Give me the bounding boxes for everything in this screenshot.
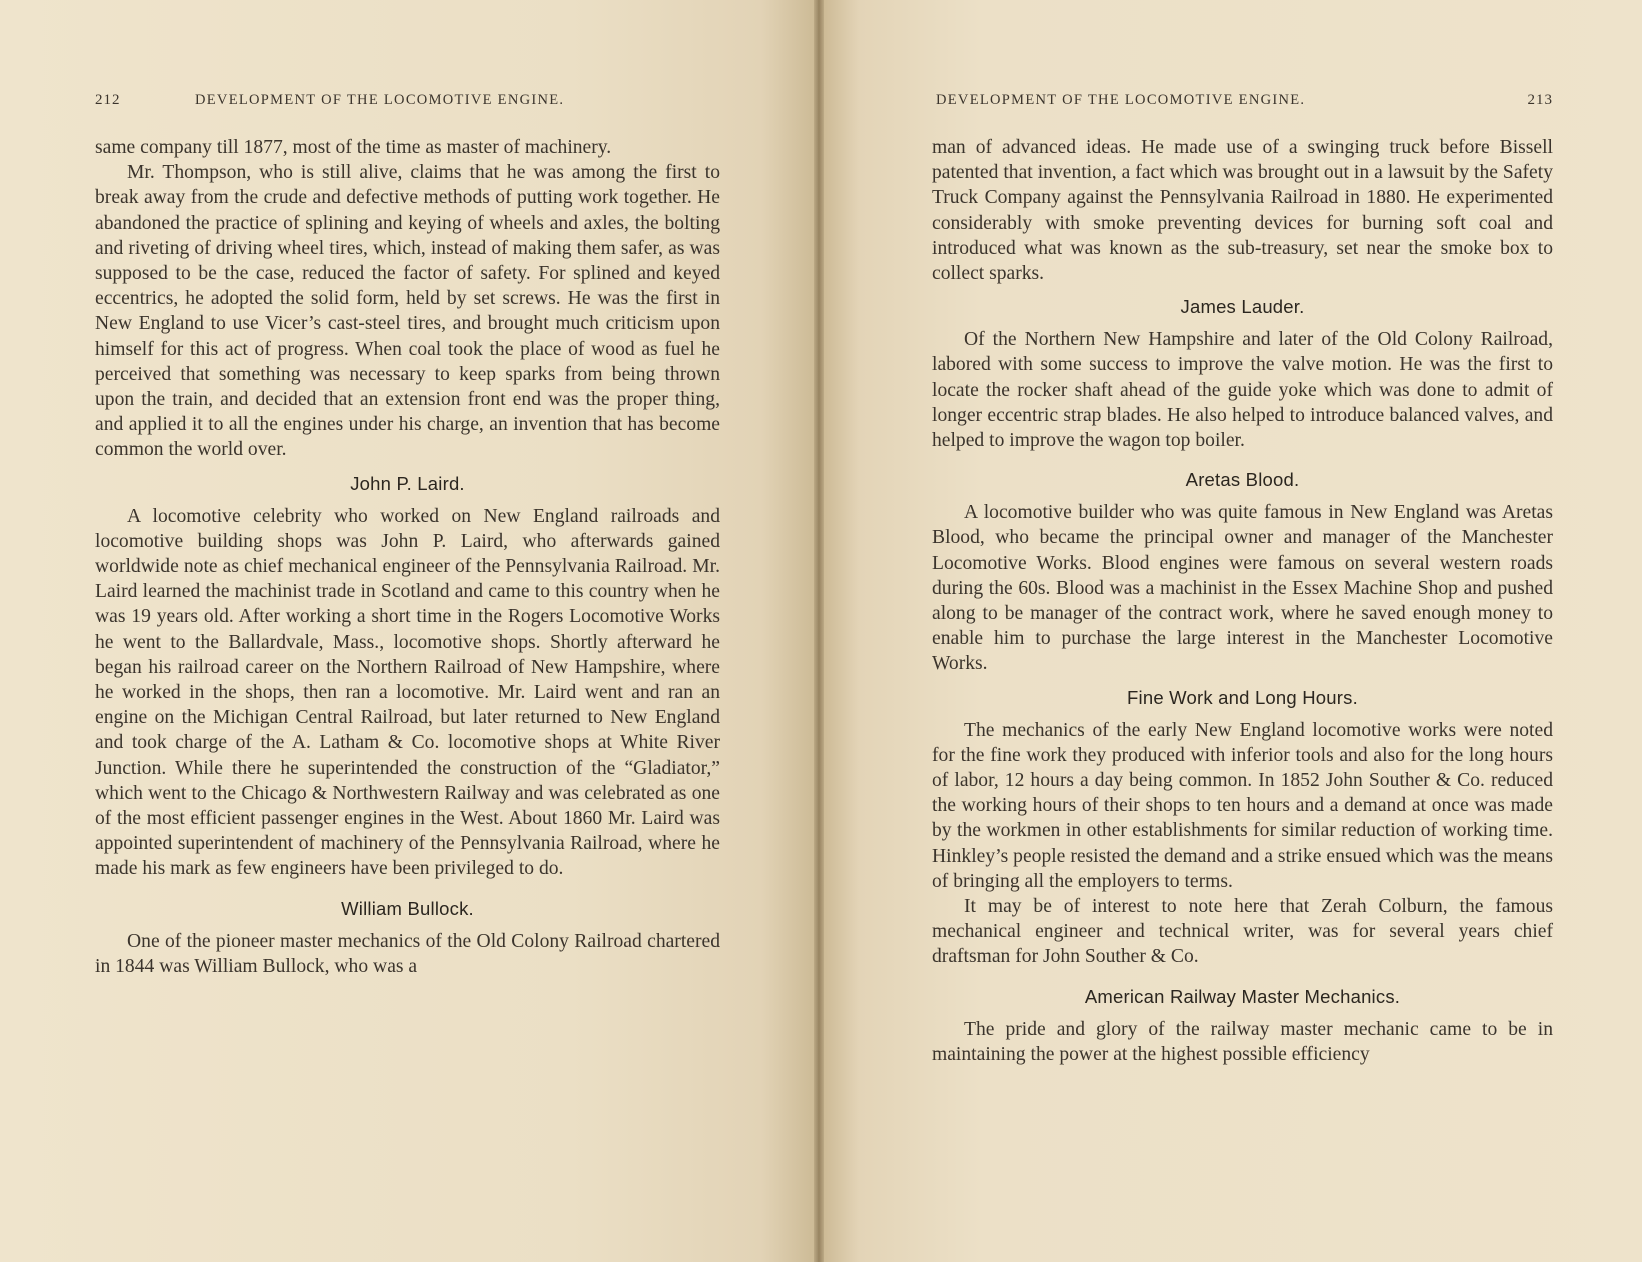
- thompson-paragraph: Mr. Thompson, who is still alive, claims that he was among the first to break away from the crude and defective methods of putting work together. He abandoned the practice of splining and keying of wheels and axles, the bolting and riveting of driving wheel tires, which, instead of making them safer, as was supposed to be the case, reduced the factor of safety. For splined and keyed eccentrics, he adopted the solid form, held by set screws. He was the first in New England to use Vicer’s cast-steel tires, and brought much criticism upon himself for this act of progress. When coal took the place of wood as fuel he perceived that something was necessary to keep sparks from being thrown upon the train, and decided that an extension front end was the proper thing, and applied it to all the engines under his charge, an invention that has become common the world over.: [95, 162, 720, 461]
- right-page-number: 213: [1527, 92, 1553, 108]
- hours-heading: Fine Work and Long Hours.: [1127, 686, 1358, 708]
- right-opening-paragraph: man of advanced ideas. He made use of a swinging truck before Bissell patented that invention, a fact which was brought out in a lawsuit by the Safety Truck Company against the Pennsylvania Railroad in 1880. He experimented considerably with smoke preventing devices for burning soft coal and introduced what was known as the sub-treasury, set near the smoke box to collect sparks.: [932, 137, 1553, 285]
- lauder-paragraph: Of the Northern New Hampshire and later of the Old Colony Railroad, labored with some success to improve the valve motion. He was the first to locate the rocker shaft ahead of the guide yoke which was done to admit of longer eccentric strap blades. He also helped to introduce balanced valves, and helped to improve the wagon top boiler.: [932, 329, 1553, 452]
- left-page: [0, 0, 818, 1262]
- left-page-number: 212: [95, 92, 121, 108]
- laird-heading: John P. Laird.: [350, 472, 465, 494]
- left-running-head: [95, 92, 715, 114]
- book-gutter: [814, 0, 824, 1262]
- blood-paragraph: A locomotive builder who was quite famous in New England was Aretas Blood, who became the principal owner and manager of the Manchester Locomotive Works. Blood engines were famous on several western roads during the 60s. Blood was a machinist in the Essex Machine Shop and pushed along to be manager of the contract work, where he saved enough money to enable him to purchase the large interest in the Manchester Locomotive Works.: [932, 502, 1553, 675]
- right-running-title: DEVELOPMENT OF THE LOCOMOTIVE ENGINE.: [936, 92, 1306, 108]
- right-running-head: [936, 92, 1553, 114]
- right-body-text: [932, 135, 1553, 1067]
- left-running-title: DEVELOPMENT OF THE LOCOMOTIVE ENGINE.: [195, 92, 565, 108]
- laird-paragraph: A locomotive celebrity who worked on New England railroads and locomotive building shops was John P. Laird, who afterwards gained worldwide note as chief mechanical engineer of the Pennsylvania Railroad. Mr. Laird learned the machinist trade in Scotland and came to this country when he was 19 years old. After working a short time in the Rogers Locomotive Works he went to the Ballardvale, Mass., locomotive shops. Shortly afterward he began his railroad career on the Northern Railroad of New Hampshire, where he worked in the shops, then ran a locomotive. Mr. Laird went and ran an engine on the Michigan Central Railroad, but later returned to New England and took charge of the A. Latham & Co. locomotive shops at White River Junction. While there he superintended the construction of the “Gladiator,” which went to the Chicago & Northwestern Railway and was celebrated as one of the most efficient passenger engines in the West. About 1860 Mr. Laird was appointed superintendent of machinery of the Pennsylvania Railroad, where he made his mark as few engineers have been privileged to do.: [95, 505, 720, 880]
- hours-paragraph-1: The mechanics of the early New England locomotive works were noted for the fine work they produced with inferior tools and also for the long hours of labor, 12 hours a day being common. In 1852 John Souther & Co. reduced the working hours of their shops to ten hours and a demand at once was made by the workmen in other establishments for similar reduction of working time. Hinkley’s people resisted the demand and a strike ensued which was the means of bringing all the employers to terms.: [932, 719, 1553, 892]
- bullock-paragraph: One of the pioneer master mechanics of the Old Colony Railroad chartered in 1844 was William Bullock, who was a: [95, 930, 720, 977]
- bullock-heading: William Bullock.: [341, 897, 474, 919]
- blood-heading: Aretas Blood.: [1185, 469, 1300, 491]
- left-body-text: [95, 135, 720, 979]
- hours-paragraph-2: It may be of interest to note here that Zerah Colburn, the famous mechanical engineer and technical writer, was for several years chief draftsman for John Souther & Co.: [932, 896, 1553, 968]
- mechanics-paragraph: The pride and glory of the railway master mechanic came to be in maintaining the power at the highest possible efficiency: [932, 1018, 1553, 1065]
- lauder-heading: James Lauder.: [1180, 296, 1305, 318]
- left-opening-paragraph: same company till 1877, most of the time as master of machinery.: [95, 137, 612, 158]
- right-page: [818, 0, 1642, 1262]
- mechanics-heading: American Railway Master Mechanics.: [1084, 985, 1401, 1007]
